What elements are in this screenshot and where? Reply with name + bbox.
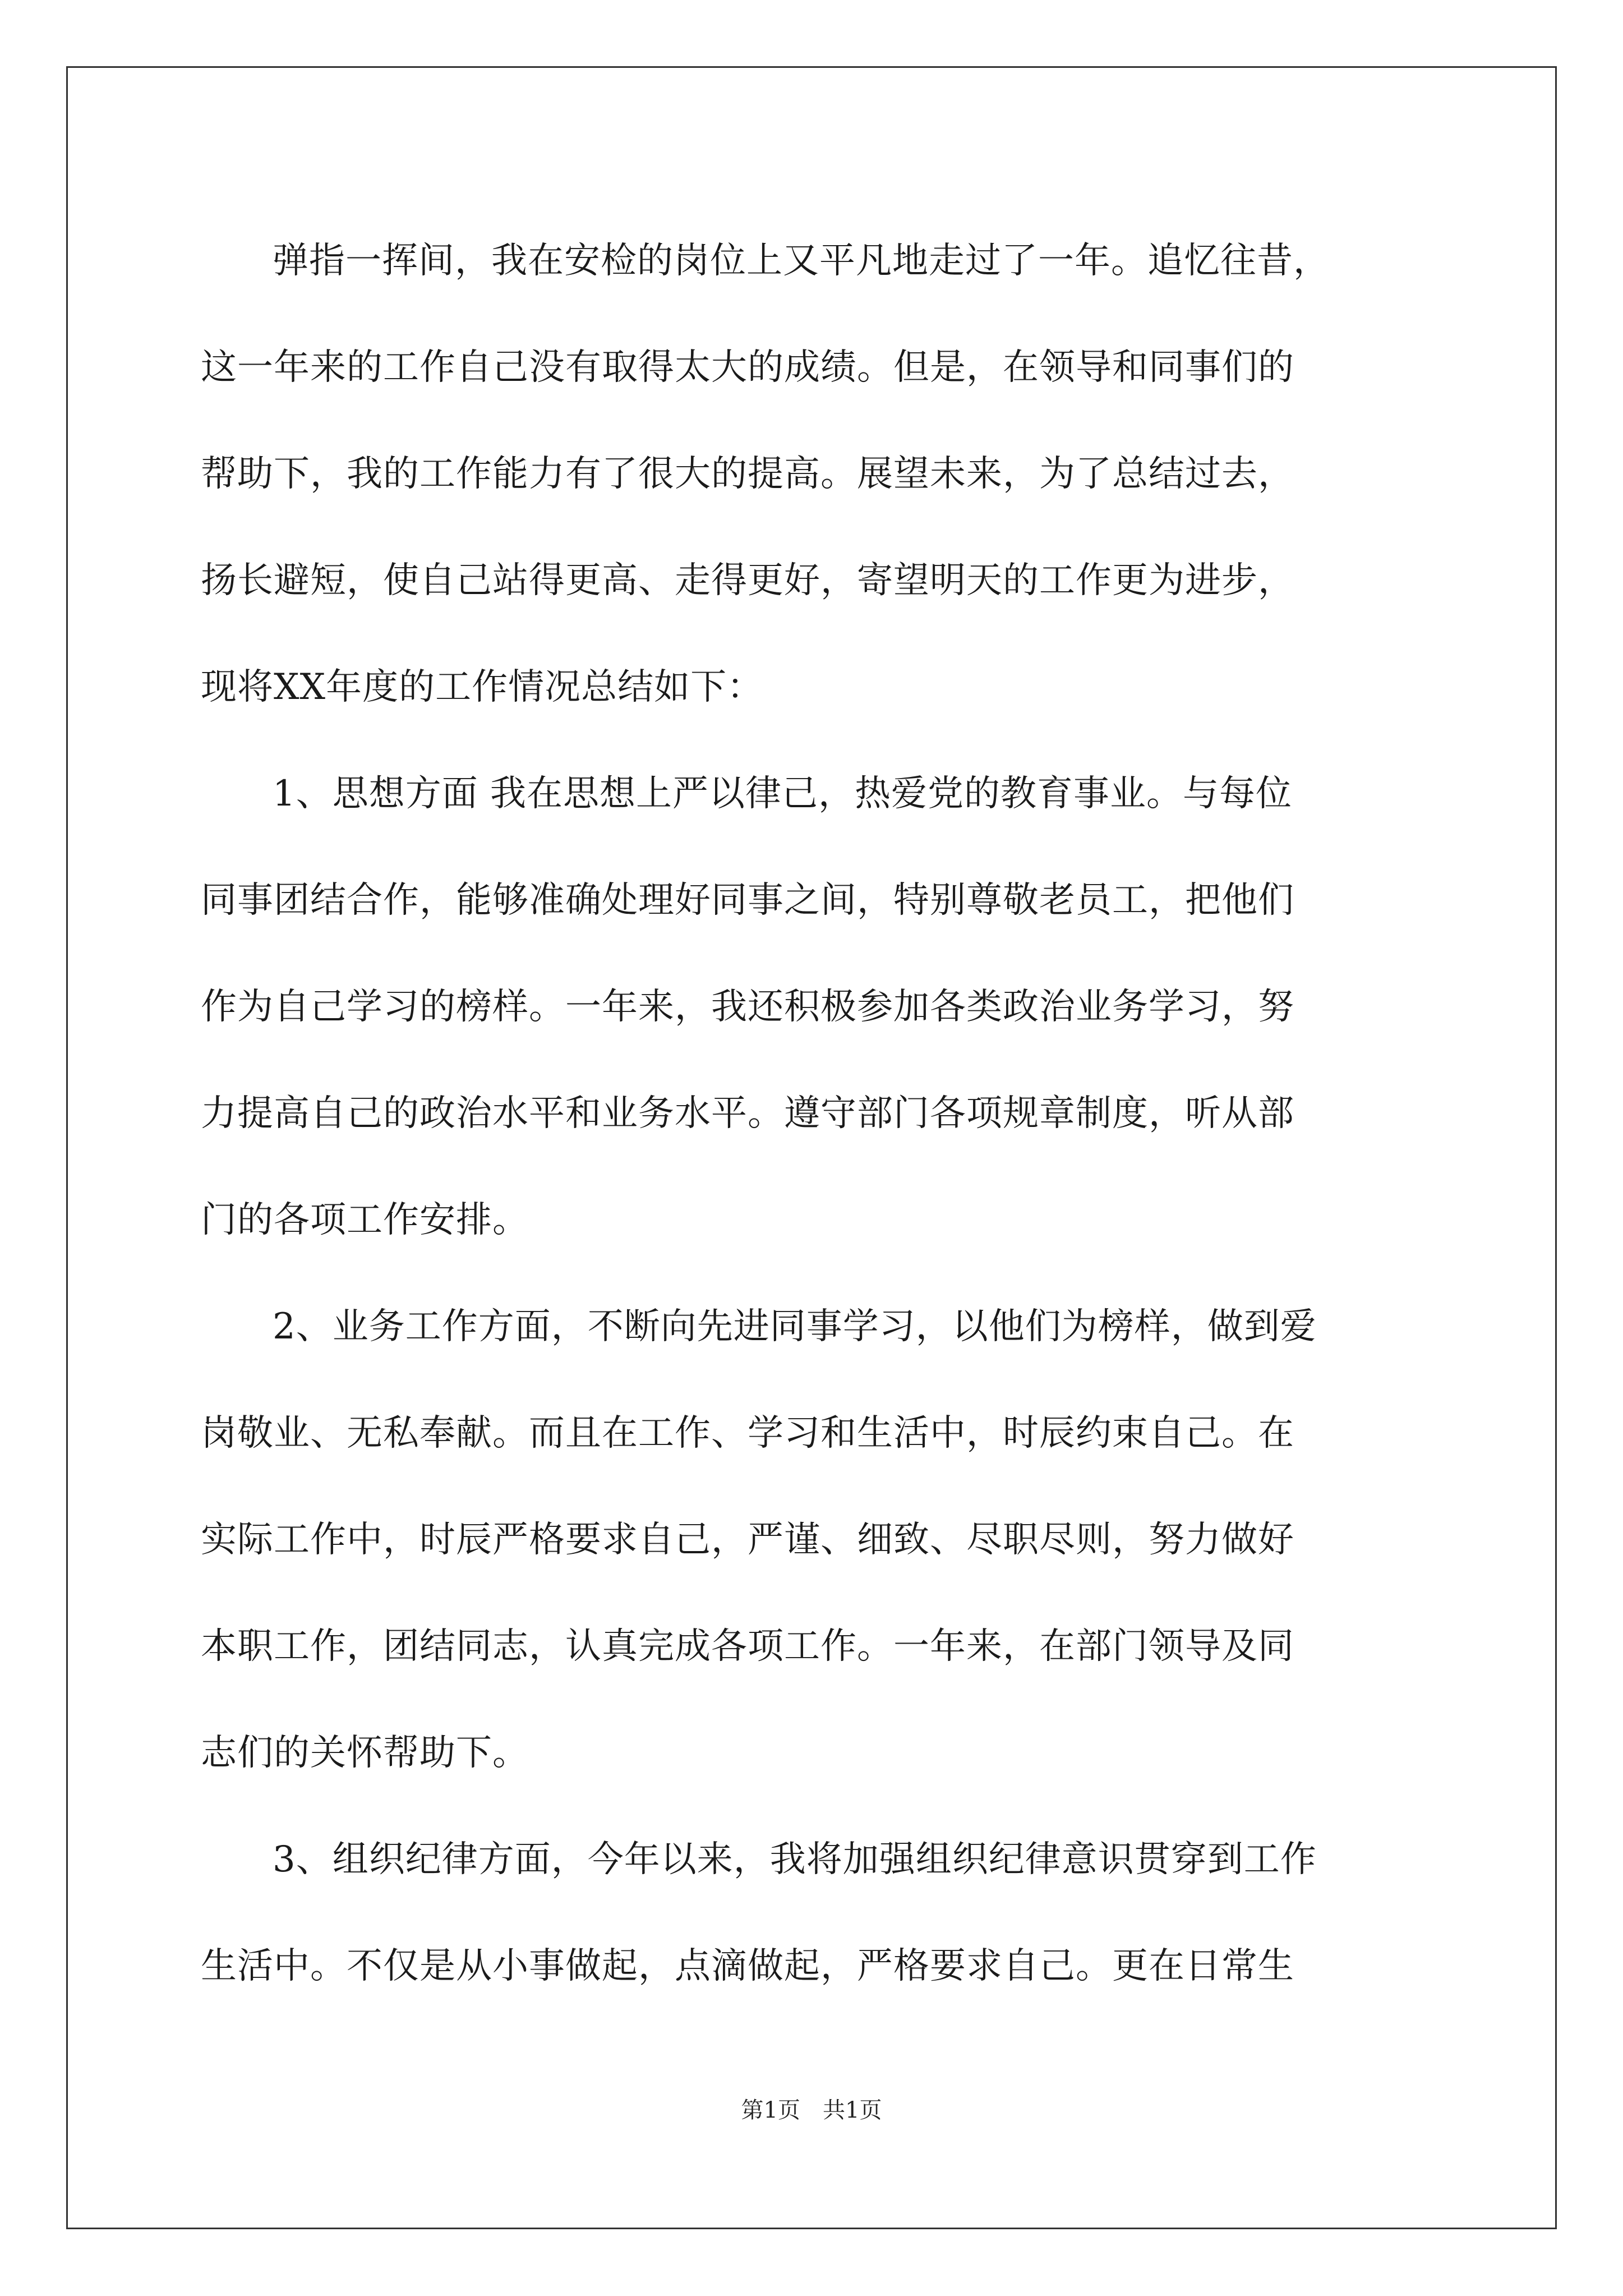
- paragraph-3-line-4: 本职工作，团结同志，认真完成各项工作。一年来，在部门领导及同: [201, 1626, 1294, 1667]
- paragraph-4-line-2: 生活中。不仅是从小事做起，点滴做起，严格要求自己。更在日常生: [201, 1945, 1294, 1987]
- paragraph-1-line-1: 弹指一挥间，我在安检的岗位上又平凡地走过了一年。追忆往昔，: [273, 240, 1330, 282]
- paragraph-2-line-2: 同事团结合作，能够准确处理好同事之间，特别尊敬老员工，把他们: [201, 880, 1294, 921]
- paragraph-2-line-5: 门的各项工作安排。: [201, 1199, 529, 1241]
- paragraph-3-line-1: 2、业务工作方面，不断向先进同事学习，以他们为榜样，做到爱: [273, 1306, 1317, 1347]
- paragraph-2-line-3: 作为自己学习的榜样。一年来，我还积极参加各类政治业务学习，努: [201, 986, 1294, 1028]
- paragraph-1-line-5: 现将XX年度的工作情况总结如下：: [201, 666, 764, 708]
- page-number-footer: 第1页 共1页: [741, 2097, 882, 2123]
- paragraph-2-line-4: 力提高自己的政治水平和业务水平。遵守部门各项规章制度，听从部: [201, 1093, 1294, 1134]
- paragraph-3-line-2: 岗敬业、无私奉献。而且在工作、学习和生活中，时辰约束自己。在: [201, 1412, 1294, 1454]
- paragraph-3-line-5: 志们的关怀帮助下。: [201, 1732, 529, 1774]
- paragraph-4-line-1: 3、组织纪律方面，今年以来，我将加强组织纪律意识贯穿到工作: [273, 1839, 1317, 1880]
- paragraph-1-line-4: 扬长避短，使自己站得更高、走得更好，寄望明天的工作更为进步，: [201, 560, 1294, 601]
- paragraph-2-line-1: 1、思想方面 我在思想上严以律己，热爱党的教育事业。与每位: [273, 773, 1293, 815]
- paragraph-1-line-3: 帮助下，我的工作能力有了很大的提高。展望未来，为了总结过去，: [201, 453, 1294, 495]
- paragraph-1-line-2: 这一年来的工作自己没有取得太大的成绩。但是，在领导和同事们的: [201, 347, 1294, 388]
- paragraph-3-line-3: 实际工作中，时辰严格要求自己，严谨、细致、尽职尽则，努力做好: [201, 1519, 1294, 1561]
- document-body: [201, 208, 1435, 2019]
